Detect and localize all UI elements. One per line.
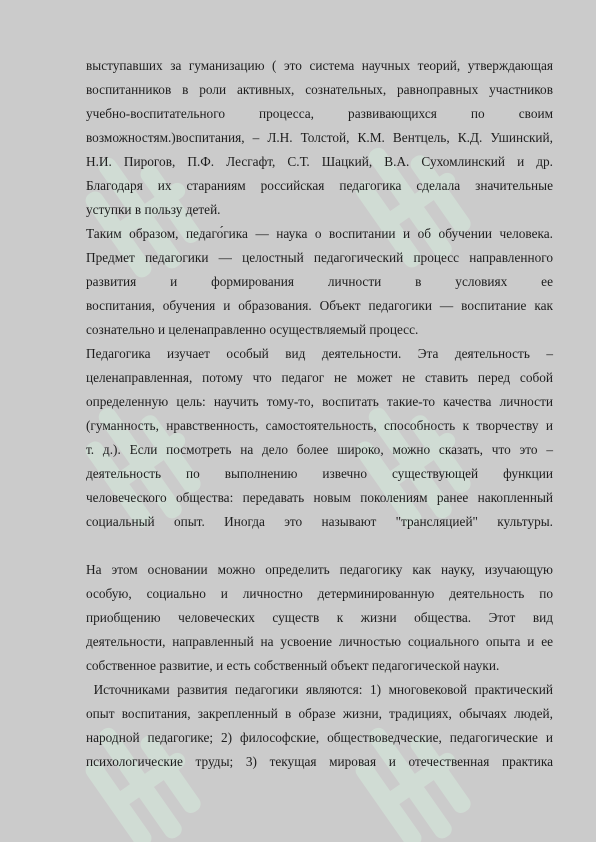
text-line: собственное развитие, и есть собственный объект педагогической науки. [86,658,500,673]
text-line: выступавших за гуманизацию ( это система научных теорий, утверждающая [86,58,553,73]
paragraph-4 [86,558,553,678]
text-line: развития и формирования личности в условиях ее [86,274,553,289]
paragraph-5 [86,678,553,774]
text-line: деятельность по выполнению извечно существующей функции [86,466,553,481]
text-line: человеческого общества: передавать новым поколениям ранее накопленный [86,490,553,505]
text-line: учебно-воспитательного процесса, развивающихся по своим [86,106,553,121]
paragraph-3 [86,342,553,534]
text-line: определенную цель: научить тому-то, воспитать такие-то качества личности [86,394,553,409]
text-line: Н.И. Пирогов, П.Ф. Лесгафт, С.Т. Шацкий, В.А. Сухомлинский и др. [86,154,553,169]
text-line: Источниками развития педагогики являются: 1) многовековой практический [86,682,553,697]
text-line: (гуманность, нравственность, самостоятельность, способность к творчеству и [86,418,553,433]
text-line: Предмет педагогики — целостный педагогический процесс направленного [86,250,553,265]
text-line: психологические труды; 3) текущая мировая и отечественная практика [86,754,553,769]
text-line: целенаправленная, потому что педагог не может не ставить перед собой [86,370,553,385]
text-line: т. д.). Если посмотреть на дело более широко, можно сказать, что это – [86,442,553,457]
text-line: уступки в пользу детей. [86,202,221,217]
text-line: народной педагогике; 2) философские, обществоведческие, педагогические и [86,730,553,745]
text-line: Таким образом, педаго́гика — наука о воспитании и об обучении человека. [86,226,553,241]
text-line: сознательно и целенаправленно осуществляемый процесс. [86,322,419,337]
paragraph-1 [86,54,553,222]
text-line: особую, социально и личностно детерминированную деятельность по [86,586,553,601]
text-line: возможностям.)воспитания, – Л.Н. Толстой, К.М. Вентцель, К.Д. Ушинский, [86,130,553,145]
text-line: деятельности, направленный на усвоение личностью социального опыта и ее [86,634,553,649]
text-line: Педагогика изучает особый вид деятельности. Эта деятельность – [86,346,553,361]
text-line: приобщению человеческих существ к жизни общества. Этот вид [86,610,553,625]
paragraph-2 [86,222,553,342]
text-line: На этом основании можно определить педагогику как науку, изучающую [86,562,553,577]
document-page [86,54,553,774]
text-line: Благодаря их стараниям российская педагогика сделала значительные [86,178,553,193]
text-line: опыт воспитания, закрепленный в образе жизни, традициях, обычаях людей, [86,706,553,721]
text-line: воспитанников в роли активных, сознательных, равноправных участников [86,82,553,97]
text-line: социальный опыт. Иногда это называют "трансляцией" культуры. [86,514,553,529]
text-line: воспитания, обучения и образования. Объект педагогики — воспитание как [86,298,553,313]
paragraph-spacer [86,534,553,558]
